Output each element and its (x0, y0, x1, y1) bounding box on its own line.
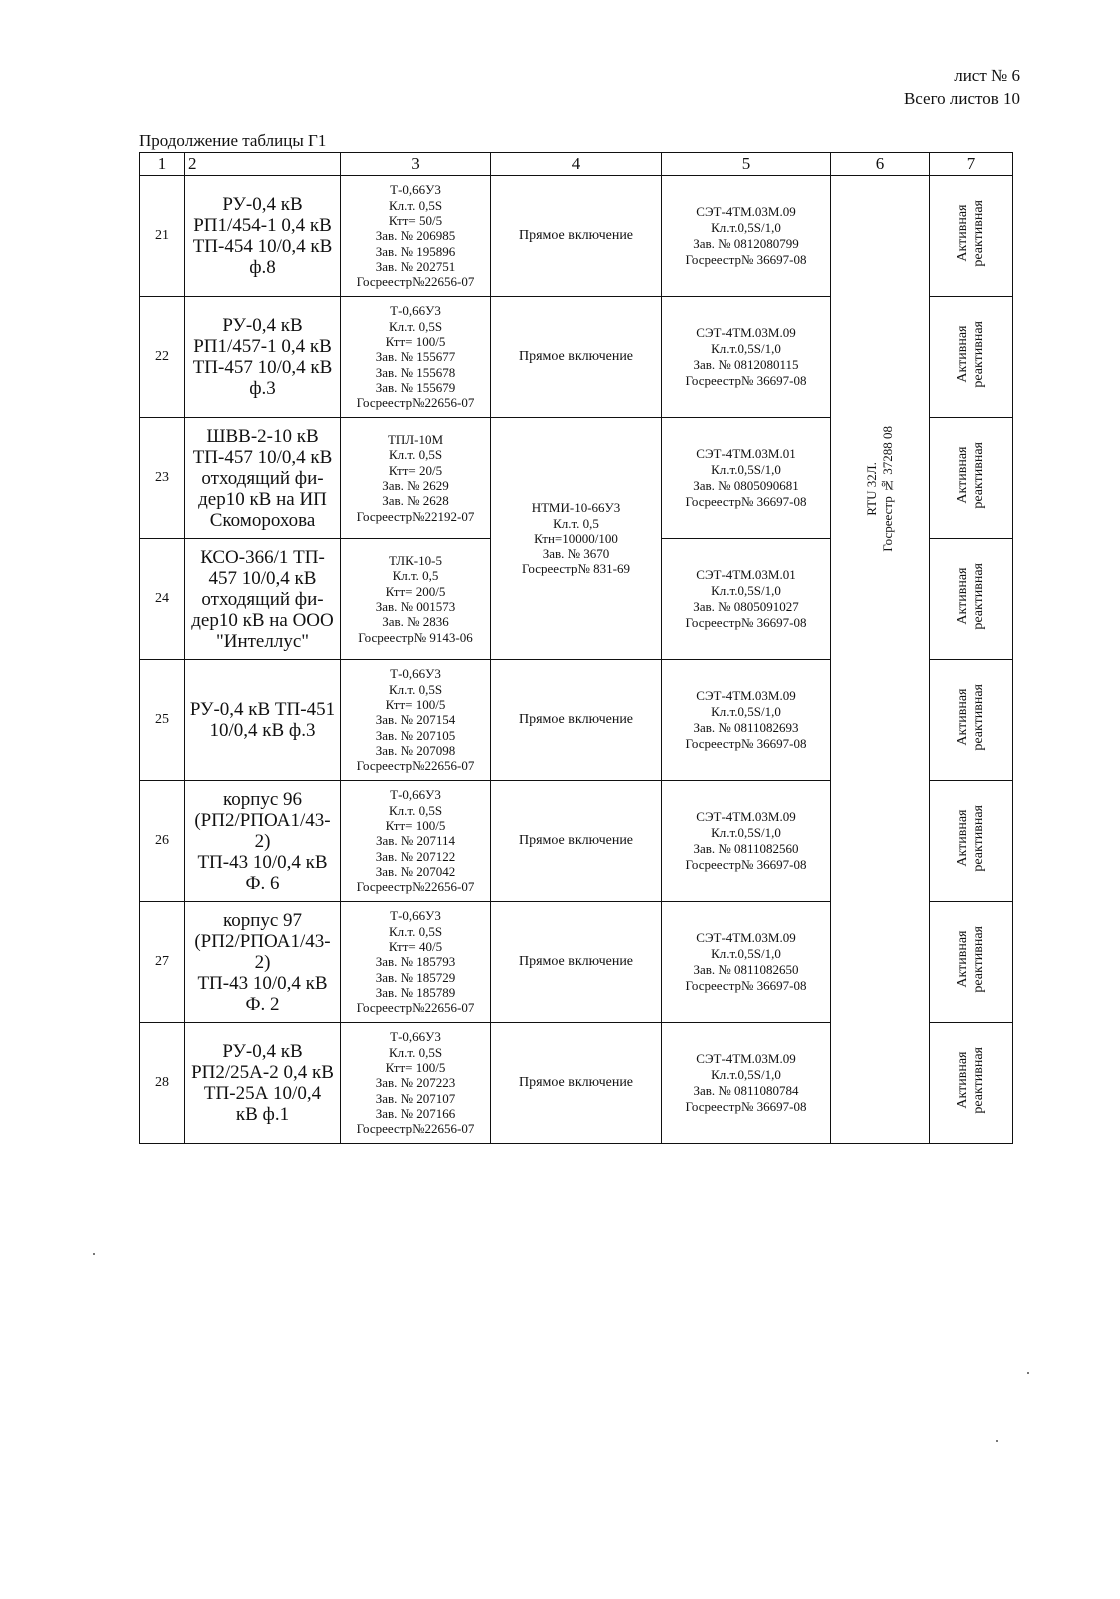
cell-line: реактивная (971, 321, 986, 388)
cell-line: СЭТ-4ТМ.03М.09 (696, 1051, 796, 1066)
cell-line: Зав. № 0811082693 (693, 720, 799, 735)
cell-line: Т-0,66У3 (390, 1029, 441, 1045)
cell-line: Ф. 2 (245, 993, 280, 1015)
energy-type-text (955, 805, 987, 872)
table-caption: Продолжение таблицы Г1 (139, 131, 327, 150)
row-number: 22 (140, 297, 185, 418)
cell-line: Зав. № 207114 (375, 833, 456, 849)
cell-line: Зав. № 207166 (375, 1105, 456, 1121)
voltage-transformer: Прямое включение (491, 902, 662, 1023)
cell-line: отходящий фи- (201, 588, 324, 610)
energy-type-text (955, 926, 987, 993)
energy-type-text (955, 200, 987, 267)
cell-line: РУ-0,4 кВ ТП-451 (189, 699, 336, 720)
cell-line: Кл.т. 0,5S (388, 318, 443, 334)
cell-line: Зав. № 207042 (375, 863, 456, 879)
cell-line: РП2/25А-2 0,4 кВ (191, 1062, 334, 1083)
cell-line: Т-0,66У3 (390, 787, 441, 803)
energy-type (930, 781, 1013, 902)
cell-line: Зав. № 202751 (375, 258, 456, 274)
cell-line: Ктт= 100/5 (385, 1060, 446, 1076)
cell-line: РУ-0,4 кВ (222, 1041, 303, 1062)
object-name (185, 660, 341, 781)
cell-line: Кл.т.0,5S/1,0 (711, 583, 781, 598)
cell-line: дер10 кВ на ИП (198, 488, 327, 510)
object-name (185, 781, 341, 902)
cell-line: реактивная (971, 200, 986, 267)
cell-line: Активная (955, 930, 970, 989)
energy-type-text (955, 563, 987, 630)
cell-line: Госреестр№22656-07 (356, 395, 475, 411)
cell-line: 2) (254, 951, 271, 973)
row-number: 26 (140, 781, 185, 902)
meter (662, 660, 831, 781)
cell-line: Кл.т.0,5S/1,0 (711, 220, 781, 235)
cell-line: РП1/457-1 0,4 кВ (193, 336, 332, 357)
cell-line: Зав. № 3670 (542, 546, 610, 562)
cell-line: Кл.т.0,5S/1,0 (711, 341, 781, 356)
cell-line: Кл.т. 0,5S (388, 447, 443, 463)
sheet-number: лист № 6 (954, 66, 1020, 85)
cell-line: ТП-457 10/0,4 кВ (192, 357, 333, 378)
cell-line: Зав. № 207105 (375, 727, 456, 743)
cell-line: Ктт= 100/5 (385, 818, 446, 834)
cell-line: Зав. № 195896 (375, 243, 456, 259)
cell-line: Госреестр№22656-07 (356, 758, 475, 774)
cell-line: Зав. № 0805090681 (693, 478, 799, 493)
energy-type-text (955, 1047, 987, 1114)
cell-line: Госреестр№ 831-69 (522, 561, 630, 577)
cell-line: (РП2/РПОА1/43- (194, 930, 331, 952)
object-name (185, 1023, 341, 1144)
header-cell: 2 (185, 153, 341, 176)
cell-line: СЭТ-4ТМ.03М.09 (696, 204, 796, 219)
cell-line: Зав. № 207122 (375, 848, 456, 864)
cell-line: 2) (254, 830, 271, 852)
cell-line: КСО-366/1 ТП- (200, 546, 325, 568)
cell-line: Госреестр№22656-07 (356, 879, 475, 895)
cell-line: Кл.т. 0,5 (392, 568, 439, 584)
cell-line: Ктн=10000/100 (534, 530, 618, 546)
row-number: 25 (140, 660, 185, 781)
scan-speck (1027, 1372, 1029, 1374)
current-transformer (341, 418, 491, 539)
cell-line: дер10 кВ на ООО (191, 609, 334, 631)
cell-line: Ктт= 200/5 (385, 583, 446, 599)
cell-line: реактивная (971, 442, 986, 509)
cell-line: ТЛК-10-5 (389, 553, 442, 569)
header-cell: 6 (831, 153, 930, 176)
cell-line: Т-0,66У3 (390, 303, 441, 319)
voltage-transformer: Прямое включение (491, 1023, 662, 1144)
cell-line: Зав. № 207154 (375, 712, 456, 728)
cell-line: Т-0,66У3 (390, 182, 441, 198)
current-transformer (341, 297, 491, 418)
energy-type (930, 660, 1013, 781)
cell-line: НТМИ-10-66У3 (531, 500, 621, 516)
cell-line: Госреестр№ 36697-08 (685, 373, 807, 388)
cell-line: реактивная (971, 563, 986, 630)
cell-line: "Интеллус" (215, 630, 310, 652)
cell-line: Скоморохова (209, 509, 316, 531)
cell-line: Зав. № 0812080799 (693, 236, 799, 251)
cell-line: Зав. № 2628 (382, 493, 449, 509)
cell-line: Активная (955, 204, 970, 263)
cell-line: СЭТ-4ТМ.03М.01 (696, 567, 796, 582)
header-cell: 5 (662, 153, 831, 176)
cell-line: Зав. № 0811082560 (693, 841, 799, 856)
row-number: 27 (140, 902, 185, 1023)
object-name (185, 418, 341, 539)
cell-line: Госреестр№ 36697-08 (685, 857, 807, 872)
table-row (140, 176, 1013, 297)
cell-line: Активная (955, 567, 970, 626)
cell-line: Активная (955, 809, 970, 868)
cell-line: Зав. № 207107 (375, 1090, 456, 1106)
cell-line: Зав. № 155677 (375, 349, 456, 365)
cell-line: Активная (955, 688, 970, 747)
cell-line: Кл.т. 0,5S (388, 681, 443, 697)
object-name (185, 297, 341, 418)
cell-line: ТП-25А 10/0,4 (203, 1083, 322, 1104)
cell-line: Т-0,66У3 (390, 908, 441, 924)
current-transformer (341, 902, 491, 1023)
cell-line: Госреестр№22656-07 (356, 274, 475, 290)
cell-line: Зав. № 206985 (375, 228, 456, 244)
measurement-table (139, 152, 1013, 1144)
cell-line: Ктт= 50/5 (388, 213, 443, 229)
cell-line: реактивная (971, 926, 986, 993)
cell-line: Ф. 6 (245, 872, 280, 894)
cell-line: ТП-43 10/0,4 кВ (197, 851, 328, 873)
controller-cell (831, 176, 930, 1144)
sheet-info (904, 64, 1020, 110)
cell-line: ТПЛ-10М (387, 432, 444, 448)
meter (662, 1023, 831, 1144)
cell-line: Активная (955, 325, 970, 384)
cell-line: Активная (955, 1051, 970, 1110)
cell-line: ф.3 (249, 378, 276, 399)
cell-line: ШВВ-2-10 кВ (206, 425, 319, 447)
current-transformer (341, 781, 491, 902)
cell-line: Зав. № 185789 (375, 984, 456, 1000)
cell-line: Госреестр№22656-07 (356, 1000, 475, 1016)
current-transformer (341, 660, 491, 781)
cell-line: ТП-457 10/0,4 кВ (192, 446, 333, 468)
cell-line: Госреестр№22192-07 (356, 508, 475, 524)
cell-line: Зав. № 0805091027 (693, 599, 799, 614)
energy-type (930, 1023, 1013, 1144)
energy-type (930, 418, 1013, 539)
cell-line: RTU 32Л. (864, 462, 879, 516)
cell-line: СЭТ-4ТМ.03М.09 (696, 930, 796, 945)
cell-line: (РП2/РПОА1/43- (194, 809, 331, 831)
cell-line: реактивная (971, 1047, 986, 1114)
header-row (140, 153, 1013, 176)
voltage-transformer: Прямое включение (491, 176, 662, 297)
energy-type (930, 902, 1013, 1023)
cell-line: ТП-43 10/0,4 кВ (197, 972, 328, 994)
cell-line: Ктт= 100/5 (385, 334, 446, 350)
cell-line: Зав. № 185793 (375, 954, 456, 970)
cell-line: Госреестр№22656-07 (356, 1121, 475, 1137)
cell-line: реактивная (971, 805, 986, 872)
energy-type-text (955, 442, 987, 509)
cell-line: Зав. № 0812080115 (693, 357, 799, 372)
cell-line: Активная (955, 446, 970, 505)
cell-line: Зав. № 0811080784 (693, 1083, 799, 1098)
energy-type (930, 539, 1013, 660)
table-body (140, 176, 1013, 1144)
cell-line: Госреестр№ 36697-08 (685, 615, 807, 630)
cell-line: Ктт= 40/5 (388, 939, 443, 955)
cell-line: ТП-454 10/0,4 кВ (192, 236, 333, 257)
cell-line: СЭТ-4ТМ.03М.09 (696, 688, 796, 703)
cell-line: РУ-0,4 кВ (222, 194, 303, 215)
cell-line: СЭТ-4ТМ.03М.01 (696, 446, 796, 461)
cell-line: ф.8 (249, 257, 276, 278)
shared-voltage-transformer (491, 418, 662, 660)
meter (662, 902, 831, 1023)
energy-type-text (955, 321, 987, 388)
cell-line: Госреестр№ 36697-08 (685, 252, 807, 267)
cell-line: 10/0,4 кВ ф.3 (209, 720, 316, 741)
cell-line: Зав. № 2836 (382, 614, 449, 630)
cell-line: Кл.т. 0,5S (388, 197, 443, 213)
voltage-transformer: Прямое включение (491, 297, 662, 418)
controller-text (864, 426, 896, 552)
cell-line: корпус 96 (222, 788, 303, 810)
object-name (185, 539, 341, 660)
cell-line: Кл.т. 0,5 (553, 515, 599, 531)
cell-line: Кл.т. 0,5S (388, 1044, 443, 1060)
cell-line: Госреестр № 37288 08 (880, 426, 895, 552)
meter (662, 176, 831, 297)
row-number: 21 (140, 176, 185, 297)
cell-line: Зав. № 001573 (375, 599, 456, 614)
cell-line: СЭТ-4ТМ.03М.09 (696, 325, 796, 340)
cell-line: Зав. № 155678 (375, 364, 456, 380)
cell-line: Ктт= 20/5 (388, 462, 443, 478)
scan-speck (93, 1253, 95, 1255)
cell-line: Зав. № 207223 (375, 1075, 456, 1091)
cell-line: Зав. № 2629 (382, 478, 449, 493)
energy-type (930, 297, 1013, 418)
current-transformer (341, 176, 491, 297)
cell-line: Кл.т.0,5S/1,0 (711, 946, 781, 961)
cell-line: 457 10/0,4 кВ (208, 567, 317, 589)
header-cell: 3 (341, 153, 491, 176)
cell-line: Зав. № 0811082650 (693, 962, 799, 977)
sheet-total: Всего листов 10 (903, 89, 1020, 108)
cell-line: Кл.т.0,5S/1,0 (711, 825, 781, 840)
cell-line: Кл.т.0,5S/1,0 (711, 462, 781, 477)
current-transformer (341, 1023, 491, 1144)
meter (662, 781, 831, 902)
cell-line: Госреестр№ 36697-08 (685, 736, 807, 751)
voltage-transformer: Прямое включение (491, 660, 662, 781)
meter (662, 539, 831, 660)
row-number: 28 (140, 1023, 185, 1144)
cell-line: Госреестр№ 36697-08 (685, 1099, 807, 1114)
cell-line: СЭТ-4ТМ.03М.09 (696, 809, 796, 824)
cell-line: Т-0,66У3 (390, 666, 441, 682)
cell-line: Зав. № 155679 (375, 379, 456, 395)
cell-line: РП1/454-1 0,4 кВ (193, 215, 332, 236)
cell-line: Ктт= 100/5 (385, 697, 446, 713)
cell-line: Зав. № 207098 (375, 742, 456, 758)
voltage-transformer: Прямое включение (491, 781, 662, 902)
cell-line: реактивная (971, 684, 986, 751)
row-number: 23 (140, 418, 185, 539)
meter (662, 297, 831, 418)
cell-line: Зав. № 185729 (375, 969, 456, 985)
cell-line: Кл.т. 0,5S (388, 923, 443, 939)
cell-line: корпус 97 (222, 909, 303, 931)
header-cell: 7 (930, 153, 1013, 176)
meter (662, 418, 831, 539)
scan-speck (996, 1440, 998, 1442)
header-cell: 4 (491, 153, 662, 176)
cell-line: отходящий фи- (201, 467, 324, 489)
cell-line: РУ-0,4 кВ (222, 315, 303, 336)
energy-type-text (955, 684, 987, 751)
cell-line: Кл.т. 0,5S (388, 802, 443, 818)
cell-line: Кл.т.0,5S/1,0 (711, 704, 781, 719)
cell-line: Госреестр№ 36697-08 (685, 494, 807, 509)
energy-type (930, 176, 1013, 297)
header-cell: 1 (140, 153, 185, 176)
cell-line: Госреестр№ 9143-06 (358, 629, 473, 645)
cell-line: кВ ф.1 (235, 1104, 290, 1125)
current-transformer (341, 539, 491, 660)
row-number: 24 (140, 539, 185, 660)
cell-line: Госреестр№ 36697-08 (685, 978, 807, 993)
object-name (185, 176, 341, 297)
object-name (185, 902, 341, 1023)
cell-line: Кл.т.0,5S/1,0 (711, 1067, 781, 1082)
